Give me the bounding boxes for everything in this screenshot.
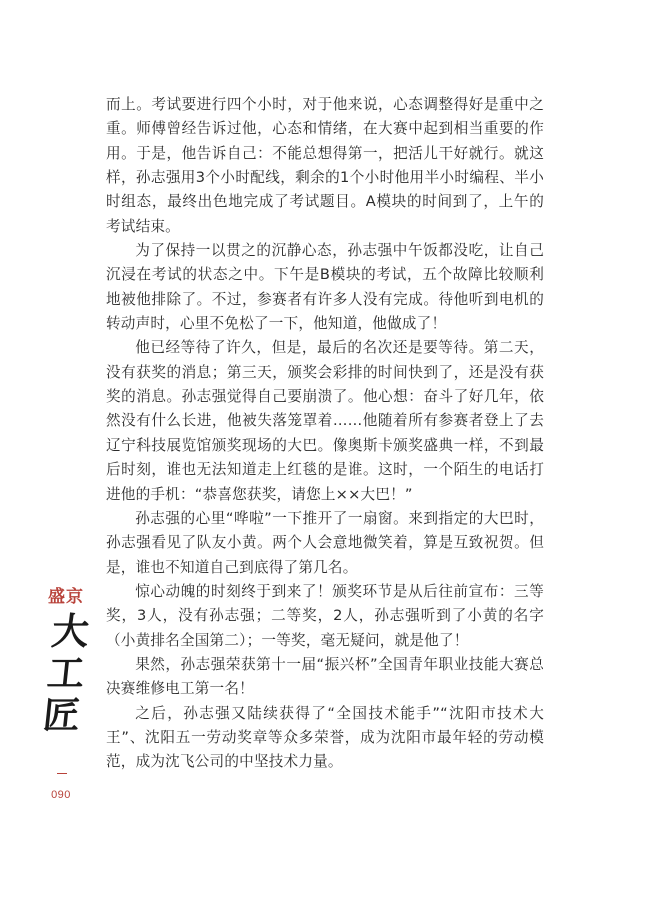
paragraph: 而上。考试要进行四个小时，对于他来说，心态调整得好是重中之重。师傅曾经告诉过他，心态和情绪，在大赛中起到相当重要的作用。于是，他告诉自己：不能总想得第一，把活儿干好就行。就这样，孙志强用3个小时配线，剩余的1个小时他用半小时编程、半小时组态，最终出色地完成了考试题目。A模块的时间到了，上午的考试结束。	[106, 96, 544, 235]
paragraph: 他已经等待了许久，但是，最后的名次还是要等待。第二天，没有获奖的消息；第三天，颁奖会彩排的时间快到了，还是没有获奖的消息。孙志强觉得自己要崩溃了。他心想：奋斗了好几年，依然没有什么长进，他被失落笼罩着……他随着所有参赛者登上了去辽宁科技展览馆颁奖现场的大巴。像奥斯卡颁奖盛典一样，不到最后时刻，谁也无法知道走上红毯的是谁。这时，一个陌生的电话打进他的手机：“恭喜您获奖，请您上××大巴！”	[106, 339, 544, 503]
paragraph: 为了保持一以贯之的沉静心态，孙志强中午饭都没吃，让自己沉浸在考试的状态之中。下午是B模块的考试，五个故障比较顺利地被他排除了。不过，参赛者有许多人没有完成。待他听到电机的转动声时，心里不免松了一下，他知道，他做成了！	[106, 242, 544, 333]
paragraph: 之后，孙志强又陆续获得了“全国技术能手”“沈阳市技术大王”、沈阳五一劳动奖章等众多荣誉，成为沈阳市最年轻的劳动模范，成为沈飞公司的中坚技术力量。	[106, 704, 544, 771]
book-title-mark	[40, 586, 92, 736]
body-text	[106, 93, 544, 775]
paragraph: 惊心动魄的时刻终于到来了！颁奖环节是从后往前宣布：三等奖，3人，没有孙志强；二等奖，2人，孙志强听到了小黄的名字（小黄排名全国第二）；一等奖，毫无疑问，就是他了！	[106, 582, 544, 649]
book-title-calligraphy: 大工匠	[40, 609, 92, 737]
paragraph: 孙志强的心里“哗啦”一下推开了一扇窗。来到指定的大巴时，孙志强看见了队友小黄。两个人会意地微笑着，算是互致祝贺。但是，谁也不知道自己到底得了第几名。	[106, 509, 544, 576]
page-number-divider	[57, 773, 67, 774]
paragraph: 果然，孙志强荣获第十一届“振兴杯”全国青年职业技能大赛总决赛维修电工第一名！	[106, 655, 544, 698]
page-number: 090	[51, 789, 71, 801]
book-title-prefix: 盛京	[48, 587, 84, 607]
